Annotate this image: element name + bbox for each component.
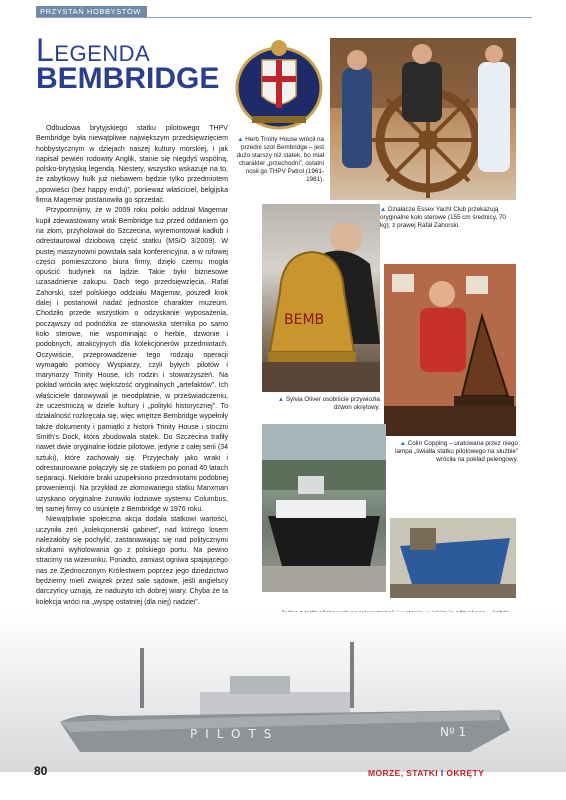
article-title-line1: Legenda — [36, 32, 151, 68]
paragraph-2: Przypomnijmy, że w 2009 roku polski oddział Magemar kupił zdewastowany wrak Bembridge tuż przed oddaniem go na złom, przyholował do Szczecina, wyremontował kadłub i odrestaurował dziobową część statku (MSiO 3/2009). W pustej maszynowni powstała sala konferencyjna, a w rufowej części pomieszczono biura firmy, dzięki czemu mogła opuścić budynek na lądzie. Takie było biznesowe uzasadnienie zakupu. Dach tego przedsięwzięcia, Rafał Zahorski, szef polskiego oddziału Magemar, poszedł krok dalej i postanowił nadać jednostce charakter muzeum. Chodziło przede wszystkim o odzyskanie wyposażenia, począwszy od podnóżka ze stanowiska sternika po samo koło sterowe, nie wspominając o herbie, dzwonie i podobnych, atrakcyjnych dla kolekcjonerów przedmiotach. Oczywiście, przeprowadzenie tego rodzaju operacji wymagało pomocy Wyspiarzy, czyli byłych pilotów i marynarzy Trinity House, ich rodzin i stowarzyszeń. Na pokład wróciła więc większość oryginalnych „artefaktów”. Ich właściciele darowywali je nieodpłatnie, w przeświadczeniu, że uczestniczą w dziele kultury i „polityki historycznej”. To działalność rozkręcała się, więc wnętrze Bembridge wypełniły także dokumenty i pamiątki z historii Trinity House i stoczni Smith’s Dock, która zbudowała statek. Do Szczecina trafiły nawet dwie oryginalne łodzie pilotowe, jedyne z całej serii (34 sztuki), które zachowały się. Przyjechały jako wraki i odrestaurowane połączyły się ze statkiem po ponad 40 latach separacji. Niektóre braki uzupełniono przedmiotami podobnej proweniencji. Na przykład ze złomowanego statku Manxman uzyskano oryginalne żurawiki łodziowe systemu Columbus, tej samej firmy co usunięte z Bembridge w 1976 roku. — [36, 207, 228, 513]
page-number: 80 — [34, 764, 48, 778]
section-tag: PRZYSTAŃ HOBBYSTÓW — [36, 6, 147, 17]
magazine-brand — [368, 768, 484, 778]
caption-herb: ▲ Herb Trinity House wrócił na przedni szot Bembridge – jest dużo starszy niż statek, bo miał charakter „przechodni”, ostatni nosił go THPV Patrol (1961-1981). — [236, 136, 324, 183]
pilot-lamp-photo — [384, 264, 516, 436]
paragraph-3: Niewątpliwie społeczna akcja dodała statkowi wartości, uczyniła zeń „kolekcjonerski gabinet”, nad którego losem należałoby się pochylić, zastanawiając się nad politycznymi skutkami wyholowania go z polskiego portu. Na pewno stracimy na wizerunku. Ponadto, zamiast ogniwa spajającego nas ze Zjednoczonym Królestwem poprzez jego dziedzictwo będziemy mieli związek przez sale sądowe, jeśli angielscy darczyńcy uznają, że nadużyto ich dobrej wiary. Chyba że ta kolekcja wróci na „wyspę ostatniej (dla niej) nadziei”. — [36, 516, 228, 606]
caption-arrow-icon: ▲ — [399, 440, 406, 447]
bell-inscription: BEMB — [284, 312, 325, 328]
caption-colin: ▲ Colin Copping – uratowana przez niego lampa „światła statku pilotowego na służbie” wróciła na pokład pelengowy. — [395, 440, 518, 463]
restored-pilot-boat-photo — [262, 424, 386, 592]
pilot-boat-wreck-photo — [390, 518, 516, 598]
trinity-house-crest-photo — [232, 30, 326, 130]
pilot-ship-background — [0, 612, 566, 772]
brand-part-2: STATKI — [406, 768, 439, 778]
hull-number: Nº 1 — [440, 725, 467, 739]
brand-part-1: MORZE, — [368, 768, 404, 778]
caption-arrow-icon: ▲ — [237, 136, 244, 143]
article-title-line2: BEMBRIDGE — [36, 62, 220, 95]
brand-separator: I — [440, 768, 444, 778]
caption-essex: ▲ Działacze Essex Yacht Club przekazują oryginalne koło sterowe (155 cm średnicy, 70 kg); z prawej Rafał Zahorski. — [380, 206, 506, 229]
caption-sylvia: ▲ Sylvia Oliver osobiście przywiozła dzwon okrętowy. — [277, 396, 380, 411]
brand-part-3: OKRĘTY — [446, 768, 485, 778]
caption-arrow-icon: ▲ — [277, 396, 285, 403]
article-body — [36, 124, 228, 606]
paragraph-1: Odbudowa brytyjskiego statku pilotowego THPV Bembridge była niewątpliwie największym przedsięwzięciem hobbystycznym w dziejach naszej kultury morskiej, i jak napisał pewien rodowity Anglik, stanie się niegdyś wspólną, polsko-brytyjską legendą. Niestety, wszystko wskazuje na to, że zabytkowy hulk już niebawem będzie tylko przedmiotem „opowieści (bez happy endu)”, ponieważ właściciel, belgijska firma Magemar postanowiła go sprzedać. — [36, 125, 228, 205]
hull-lettering: PILOTS — [190, 727, 280, 741]
ship-bell-photo — [262, 204, 380, 392]
header-rule — [36, 17, 532, 18]
steering-wheel-photo — [330, 38, 516, 200]
caption-arrow-icon: ▲ — [380, 206, 387, 213]
